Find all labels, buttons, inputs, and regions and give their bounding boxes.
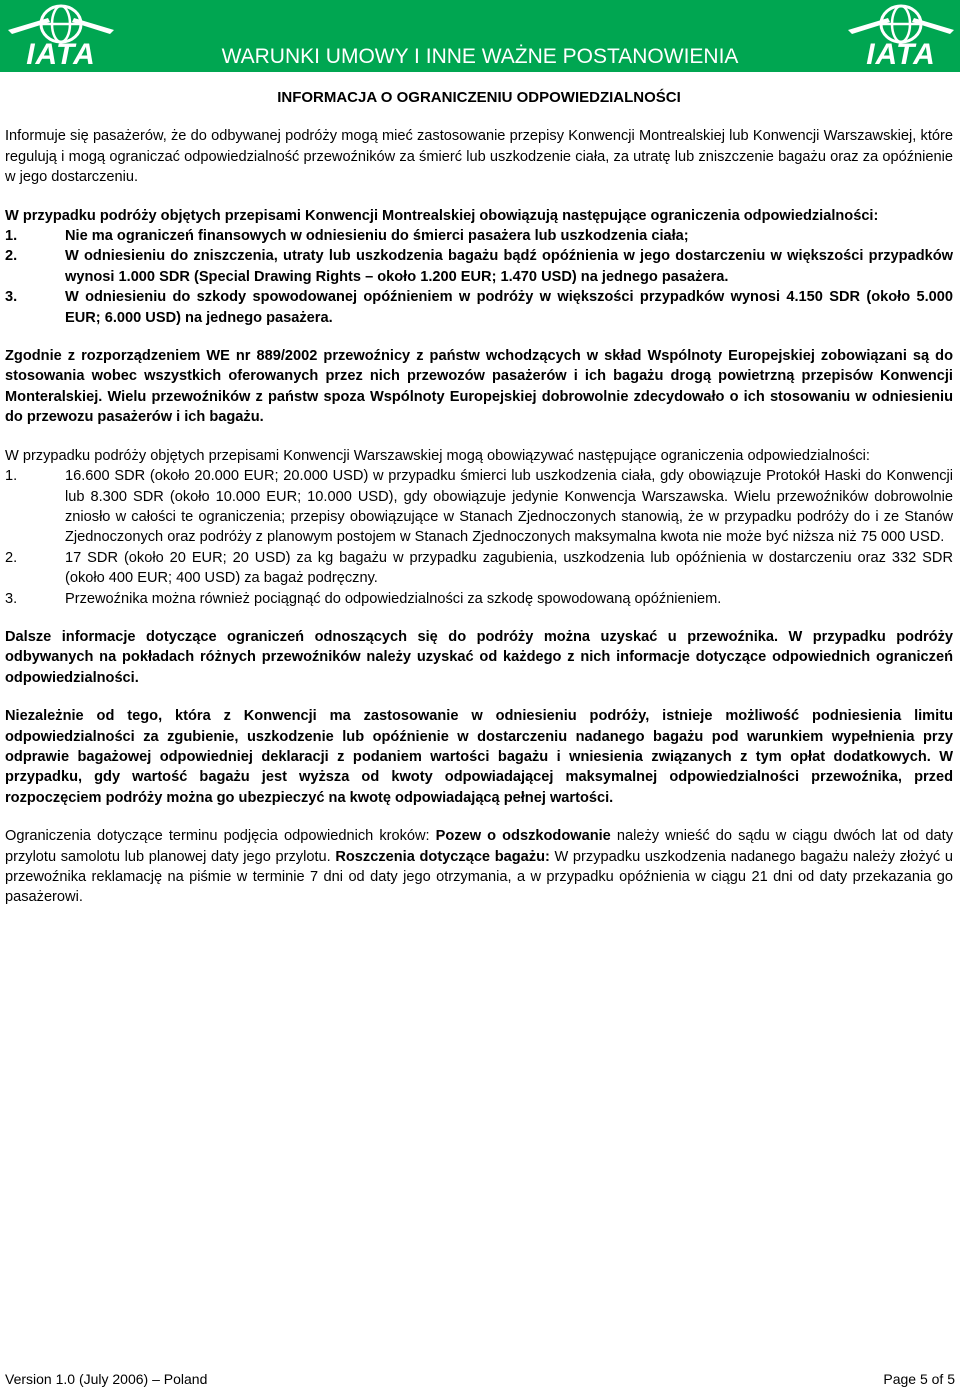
list-number: 2. bbox=[5, 549, 18, 566]
list-text: Nie ma ograniczeń finansowych w odniesieniu do śmierci pasażera lub uszkodzenia ciała; bbox=[65, 228, 689, 245]
list-item bbox=[5, 287, 953, 328]
time-limits-paragraph bbox=[5, 826, 953, 908]
time-limits-text: należy wnieść do sądu w ciągu dwóch lat od daty przylotu samolotu lub planowej daty jego przylotu. bbox=[5, 828, 953, 865]
list-number: 3. bbox=[5, 289, 18, 306]
list-number: 3. bbox=[5, 590, 18, 607]
warsaw-heading: W przypadku podróży objętych przepisami Konwencji Warszawskiej mogą obowiązywać następujące ograniczenia odpowiedzialności: bbox=[5, 447, 870, 464]
ec-regulation-paragraph: Zgodnie z rozporządzeniem WE nr 889/2002 przewoźnicy z państw wchodzących w skład Wspólnoty Europejskiej zobowiązani są do stosowania wobec wszystkich oferowanych przez nich przewozów pasażerów i ich bagażu drogą powietrzną przepisów Konwencji Monteralskiej. Wielu przewoźników z państw spoza Wspólnoty Europejskiej dobrowolnie zdecydowało o ich stosowaniu w odniesieniu do przewozu pasażerów i ich bagażu. bbox=[5, 348, 953, 426]
list-item bbox=[5, 548, 953, 589]
list-text: W odniesieniu do zniszczenia, utraty lub uszkodzenia bagażu bądź opóźnienia w jego dostarczeniu w większości przypadków wynosi 1.000 SDR (Special Drawing Rights – około 1.200 EUR; 1.470 USD) na jednego pasażera. bbox=[65, 248, 953, 285]
page-number: Page 5 of 5 bbox=[883, 1371, 955, 1387]
time-limits-text: Ograniczenia dotyczące terminu podjęcia odpowiednich kroków: bbox=[5, 828, 436, 845]
iata-logo-text: IATA bbox=[866, 38, 936, 71]
page-header bbox=[0, 0, 960, 72]
iata-logo-right bbox=[846, 4, 956, 70]
list-number: 1. bbox=[5, 468, 18, 485]
further-info-paragraph: Dalsze informacje dotyczące ograniczeń odnoszących się do podróży można uzyskać u przewoźnika. W przypadku podróży odbywanych na pokładach różnych przewoźników należy uzyskać od każdego z nich informacje dotyczące odpowiednich ograniczeń odpowiedzialności. bbox=[5, 628, 953, 686]
time-limits-text: W przypadku uszkodzenia nadanego bagażu należy złożyć u przewoźnika reklamację na piśmie w terminie 7 dni od daty jego otrzymania, a w przypadku opóźnienia w ciągu 21 dni od daty przekazania go pasażerowi. bbox=[5, 848, 954, 906]
montreal-section bbox=[5, 206, 953, 328]
list-text: 17 SDR (około 20 EUR; 20 USD) za kg bagażu w przypadku zagubienia, uszkodzenia lub opóźnienia w dostarczeniu oraz 332 SDR (około 400 EUR; 400 USD) za bagaż podręczny. bbox=[65, 549, 953, 587]
document-body bbox=[5, 88, 953, 908]
list-item bbox=[5, 246, 953, 287]
time-limits-bold: Roszczenia dotyczące bagażu: bbox=[335, 848, 550, 865]
version-label: Version 1.0 (July 2006) – Poland bbox=[5, 1371, 208, 1387]
time-limits-bold: Pozew o odszkodowanie bbox=[435, 828, 611, 845]
montreal-heading: W przypadku podróży objętych przepisami Konwencji Montrealskiej obowiązują następujące ograniczenia odpowiedzialności: bbox=[5, 207, 879, 224]
header-title: WARUNKI UMOWY I INNE WAŻNE POSTANOWIENIA bbox=[221, 45, 739, 68]
iata-logo-left bbox=[6, 4, 116, 70]
list-text: 16.600 SDR (około 20.000 EUR; 20.000 USD) w przypadku śmierci lub uszkodzenia ciała, gdy obowiązuje Protokół Haski do Konwencji lub 8.300 SDR (około 10.000 EUR; 10.000 USD), gdy obowiązuje jedynie Konwencja Warszawska. Wielu przewoźników dobrowolnie zniosło w całości te ograniczenia; przepisy obowiązujące w Stanach Zjednoczonych stanowią, że w przypadku podróży do i ze Stanów Zjednoczonych oraz podróży z planowym postojem w Stanach Zjednoczonych maksymalna kwota nie może być niższa niż 75 000 USD. bbox=[65, 468, 953, 546]
list-text: W odniesieniu do szkody spowodowanej opóźnieniem w podróży w większości przypadków wynosi 4.150 SDR (około 5.000 EUR; 6.000 USD) na jednego pasażera. bbox=[65, 289, 953, 326]
section-title: INFORMACJA O OGRANICZENIU ODPOWIEDZIALNOŚCI bbox=[277, 89, 681, 106]
list-item bbox=[5, 226, 953, 246]
declaration-paragraph: Niezależnie od tego, która z Konwencji ma zastosowanie w odniesieniu podróży, istnieje możliwość podniesienia limitu odpowiedzialności za zgubienie, uszkodzenie lub opóźnienie w dostarczeniu nadanego bagażu pod warunkiem wypełnienia przy odprawie bagażowej odpowiedniej deklaracji z podaniem wartości bagażu i wniesienia związanych z tym opłat dodatkowych. W przypadku, gdy wartość bagażu jest wyższa od kwoty odpowiadającej maksymalnej odpowiedzialności przewoźnika, przed rozpoczęciem podróży można go ubezpieczyć na kwotę odpowiadającą pełnej wartości. bbox=[5, 708, 953, 806]
list-item bbox=[5, 589, 953, 609]
list-item bbox=[5, 466, 953, 548]
list-number: 1. bbox=[5, 228, 18, 245]
intro-paragraph: Informuje się pasażerów, że do odbywanej podróży mogą mieć zastosowanie przepisy Konwencji Montrealskiej lub Konwencji Warszawskiej, które regulują i mogą ograniczać odpowiedzialność przewoźników za śmierć lub uszkodzenie ciała, za utratę lub zniszczenie bagażu oraz za opóźnienie w jego dostarczeniu. bbox=[5, 128, 953, 186]
list-number: 2. bbox=[5, 248, 18, 265]
iata-logo-text: IATA bbox=[26, 38, 96, 71]
list-text: Przewoźnika można również pociągnąć do odpowiedzialności za szkodę spowodowaną opóźnieniem. bbox=[65, 590, 722, 607]
